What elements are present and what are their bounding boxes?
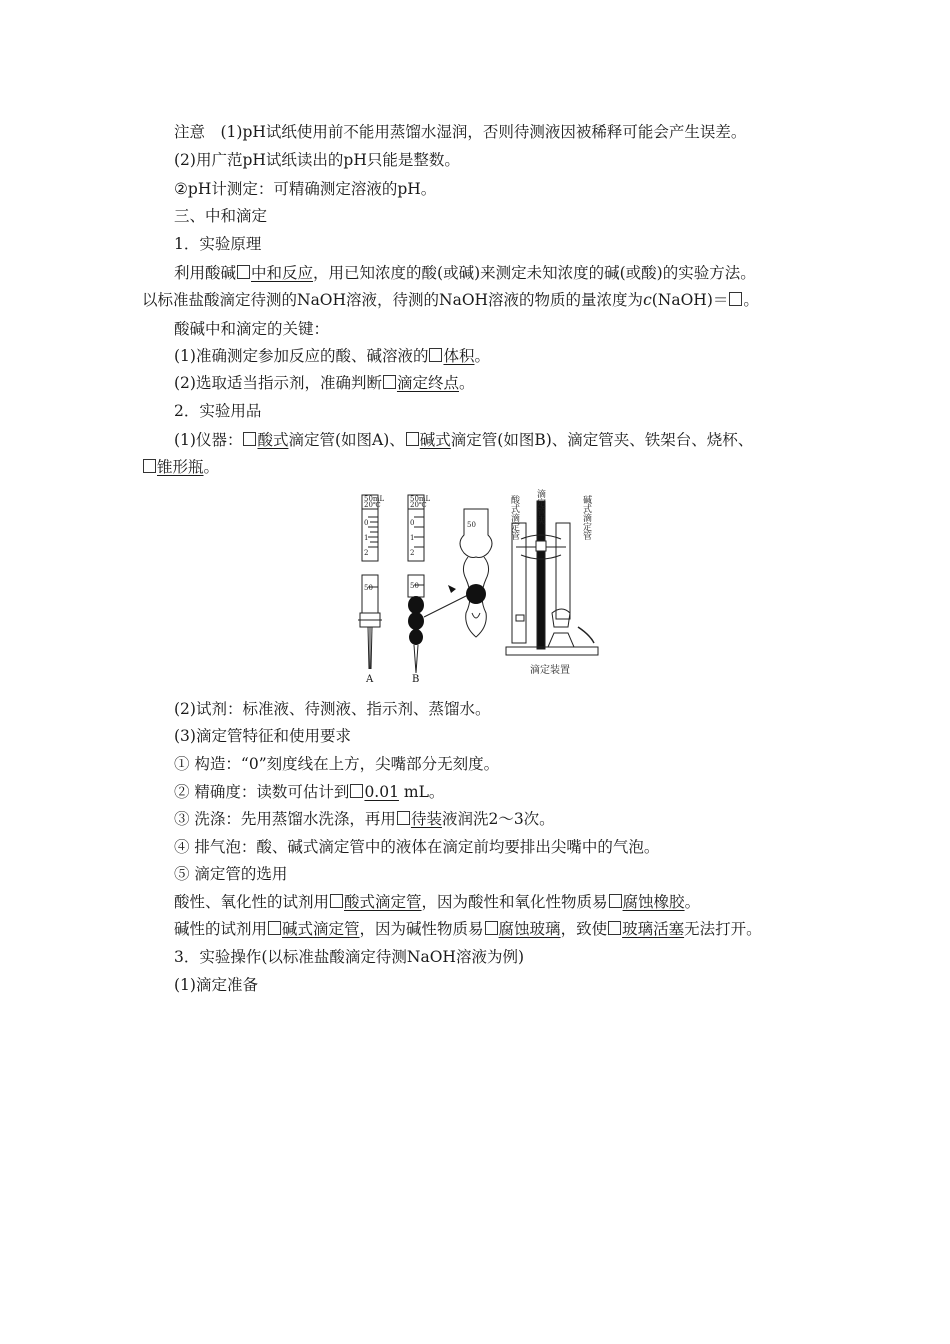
key-points-heading: 酸碱中和滴定的关键： [174,320,330,338]
subheading-principle: 1．实验原理 [174,235,262,253]
instruments-text-cont: 锥形瓶。 [142,456,219,478]
svg-text:50: 50 [364,584,373,592]
svg-text:0: 0 [364,519,369,527]
washing-text: ③ 洗涤：先用蒸馏水洗涤，再用 待装液润洗2～3次。 [174,810,555,828]
precision-text: ② 精确度：读数可估计到 0.01 mL。 [174,783,445,801]
answer-box [429,348,442,362]
section-heading-titration: 三、中和滴定 [174,207,268,225]
preparation-heading: (1)滴定准备 [174,976,258,994]
blank-base-type: 碱式 [419,431,451,449]
conical-flask [548,633,574,647]
svg-text:20℃: 20℃ [410,501,427,509]
answer-box [268,921,281,935]
structure-text: ① 构造：“0”刻度线在上方，尖嘴部分无刻度。 [174,755,500,773]
answer-box [350,784,363,798]
svg-text:50: 50 [410,582,419,590]
blank-base-burette: 碱式滴定管 [282,920,360,938]
burette-figure [356,487,622,683]
concentration-text: 以标准盐酸滴定待测的NaOH溶液，待测的NaOH溶液的物质的量浓度为c(NaOH)＝ 。 [142,291,759,309]
blank-acid-burette: 酸式滴定管 [344,893,422,911]
svg-text:2: 2 [364,549,369,557]
blank-rubber: 腐蚀橡胶 [622,893,685,911]
burette-features-heading: (3)滴定管特征和使用要求 [174,727,351,745]
svg-text:1: 1 [410,534,415,542]
svg-text:1: 1 [364,534,369,542]
answer-box [143,459,156,473]
principle-text: 利用酸碱 中和反应，用已知浓度的酸(或碱)来测定未知浓度的碱(或酸)的实验方法。 [174,264,756,282]
blank-neutralization: 中和反应 [251,264,314,282]
subheading-materials: 2．实验用品 [174,402,262,420]
blank-volume: 体积 [443,347,475,365]
svg-text:0: 0 [410,519,415,527]
burette-a-lower [362,575,378,613]
svg-text:20℃: 20℃ [364,501,381,509]
blank-endpoint: 滴定终点 [396,374,459,392]
svg-text:50: 50 [467,521,476,529]
glass-bead [466,584,486,604]
operation-heading: 3．实验操作(以标准盐酸滴定待测NaOH溶液为例) [174,948,524,966]
answer-box [237,265,250,279]
answer-box [406,432,419,446]
valve-zoom [460,509,492,558]
answer-box [397,811,410,825]
blank-glass: 腐蚀玻璃 [498,920,561,938]
label-clamp-text: 滴定管夹 [535,489,545,525]
svg-text:2: 2 [410,549,415,557]
stand-base [506,647,598,655]
note-integer-ph: (2)用广范pH试纸读出的pH只能是整数。 [174,151,460,169]
answer-box [330,894,343,908]
burette-diagram [356,487,622,683]
answer-box [609,894,622,908]
label-a: A [366,674,374,683]
blank-stopcock: 玻璃活塞 [622,920,685,938]
instruments-text: (1)仪器： 酸式滴定管(如图A)、 碱式滴定管(如图B)、滴定管夹、铁架台、烧杯、 [174,431,754,449]
svg-text:50mL: 50mL [410,495,431,503]
blank-flask: 锥形瓶 [157,458,204,476]
selection-heading: ⑤ 滴定管的选用 [174,865,288,883]
key-point-endpoint: (2)选取适当指示剂，准确判断 滴定终点。 [174,374,475,392]
ph-meter-text: ②pH计测定：可精确测定溶液的pH。 [174,180,437,198]
blank-precision: 0.01 [364,783,399,801]
answer-box [243,432,256,446]
key-point-volume: (1)准确测定参加反应的酸、碱溶液的 体积。 [174,347,490,365]
svg-text:50mL: 50mL [364,495,385,503]
label-base-burette: 碱式滴定管 [581,495,591,540]
blank-rinse: 待装 [410,810,442,828]
answer-box [608,921,621,935]
acid-selection-text: 酸性、氧化性的试剂用 酸式滴定管，因为酸性和氧化性物质易 腐蚀橡胶。 [174,893,701,911]
answer-box [729,292,742,306]
answer-box [485,921,498,935]
label-b: B [412,674,420,683]
acid-burette [512,523,526,643]
bubble-text: ④ 排气泡：酸、碱式滴定管中的液体在滴定前均要排出尖嘴中的气泡。 [174,838,660,856]
answer-box [383,375,396,389]
note-ph-paper: 注意 (1)pH试纸使用前不能用蒸馏水湿润，否则待测液因被稀释可能会产生误差。 [174,123,747,141]
label-acid-burette: 酸式滴定管 [509,495,519,540]
setup-caption: 滴定装置 [530,665,570,676]
reagents-text: (2)试剂：标准液、待测液、指示剂、蒸馏水。 [174,700,491,718]
blank-acid-type: 酸式 [257,431,289,449]
base-selection-text: 碱性的试剂用 碱式滴定管，因为碱性物质易 腐蚀玻璃，致使 玻璃活塞无法打开。 [174,920,762,938]
arrow-head-icon [448,585,456,593]
